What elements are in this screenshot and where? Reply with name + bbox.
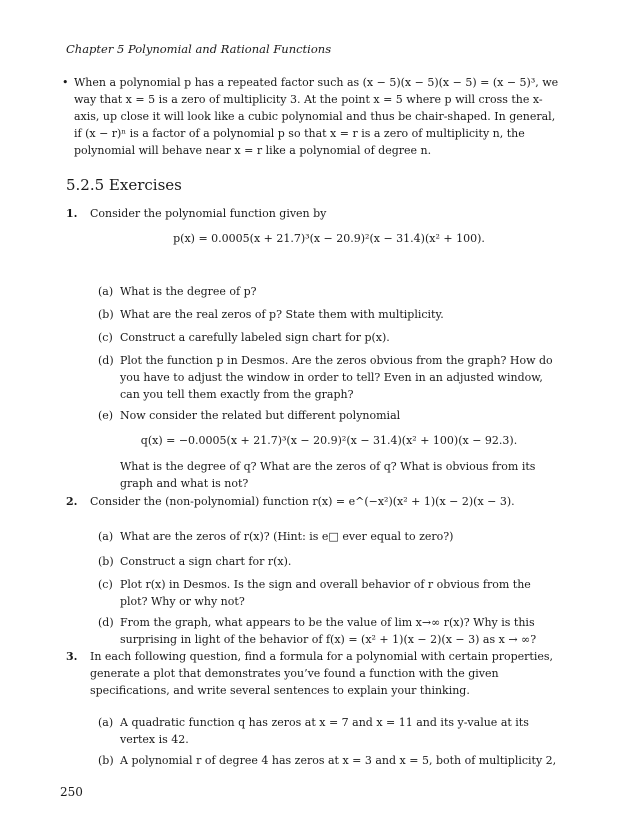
- section-title: 5.2.5 Exercises: [66, 176, 182, 194]
- part-label: (c): [98, 331, 113, 344]
- part-text: Construct a sign chart for r(x).: [120, 555, 292, 568]
- part-text: A polynomial r of degree 4 has zeros at x = 3 and x = 5, both of multiplicity 2,: [120, 754, 557, 767]
- part-text: Construct a carefully labeled sign chart for p(x).: [120, 331, 390, 344]
- intro-bullet: [62, 74, 564, 159]
- part-label: (b): [98, 555, 114, 568]
- exercise-number: 3.: [66, 650, 78, 663]
- exercise-number: 1.: [66, 207, 78, 220]
- running-header: Chapter 5 Polynomial and Rational Functions: [66, 42, 332, 56]
- exercise-number: 2.: [66, 495, 78, 508]
- part-label: (c): [98, 578, 113, 591]
- equation-p: p(x) = 0.0005(x + 21.7)³(x − 20.9)²(x − 31.4)(x² + 100).: [173, 232, 485, 245]
- part-text: What are the real zeros of p? State them with multiplicity.: [120, 308, 444, 321]
- part-text: What are the zeros of r(x)? (Hint: is e□ ever equal to zero?): [120, 530, 454, 543]
- part-label: (b): [98, 308, 114, 321]
- part-label: (d): [98, 616, 114, 629]
- part-label: (a): [98, 716, 114, 729]
- part-text: Plot r(x) in Desmos. Is the sign and overall behavior of r obvious from the plot? Why or why not?: [120, 578, 531, 608]
- part-text: Now consider the related but different polynomial: [120, 409, 401, 422]
- part-label: (d): [98, 354, 114, 367]
- part-label: (e): [98, 409, 114, 422]
- part-label: (b): [98, 754, 114, 767]
- part-label: (a): [98, 530, 114, 543]
- part-followup-text: What is the degree of q? What are the zeros of q? What is obvious from its graph and what is not?: [120, 460, 536, 490]
- exercise-prompt: Consider the (non-polynomial) function r(x) = e^(−x²)(x² + 1)(x − 2)(x − 3).: [90, 495, 515, 508]
- bullet-marker: •: [62, 76, 69, 89]
- part-text: A quadratic function q has zeros at x = 7 and x = 11 and its y-value at its vertex is 42.: [120, 716, 529, 746]
- intro-bullet-text: When a polynomial p has a repeated factor such as (x − 5)(x − 5)(x − 5) = (x − 5)³, we way that x = 5 is a zero of multiplicity 3. At the point x = 5 where p will cross the x-axis, up close it will look like a cubic polynomial and thus be chair-shaped. In general, if (x − r)ⁿ is a factor of a polynomial p so that x = r is a zero of multiplicity n, the polynomial will behave near x = r like a polynomial of degree n.: [74, 76, 559, 157]
- exercise-prompt: In each following question, find a formula for a polynomial with certain properties, generate a plot that demonstrates you’ve found a function with the given specifications, and write several sentences to explain your thinking.: [90, 650, 554, 697]
- part-text: From the graph, what appears to be the value of lim x→∞ r(x)? Why is this surprising in light of the behavior of f(x) = (x² + 1)(x − 2)(x − 3) as x → ∞?: [120, 616, 537, 646]
- part-text: Plot the function p in Desmos. Are the zeros obvious from the graph? How do you have to adjust the window in order to tell? Even in an adjusted window, can you tell them exactly from the graph?: [120, 354, 553, 401]
- equation-q: q(x) = −0.0005(x + 21.7)³(x − 20.9)²(x − 31.4)(x² + 100)(x − 92.3).: [140, 434, 518, 447]
- page-number: 250: [60, 785, 83, 799]
- part-label: (a): [98, 285, 114, 298]
- part-text: What is the degree of p?: [120, 285, 257, 298]
- exercise-prompt: Consider the polynomial function given by: [90, 207, 327, 220]
